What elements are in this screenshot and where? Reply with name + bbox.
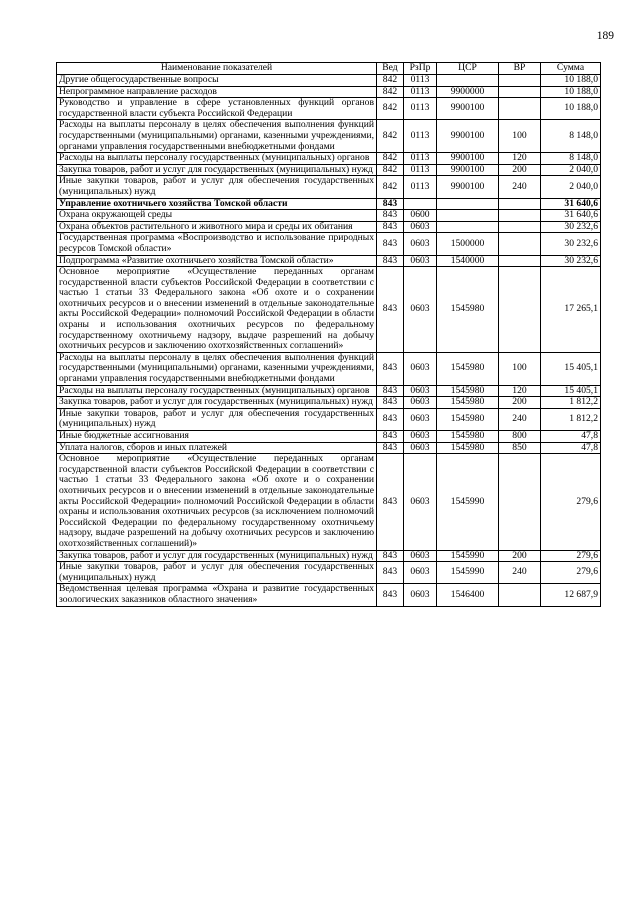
cell-sum: 1 812,2 [541,408,601,430]
cell-rzpr: 0603 [404,385,437,397]
cell-ved: 842 [377,86,404,98]
cell-ved: 843 [377,255,404,267]
cell-name: Основное мероприятие «Осуществление переданных органам государственной власти субъектов Российской Федерации в соответствии с частью 1 статьи 33 Федерального закона «Об охоте и о сохранении охотничьих ресурсов и о внесении изменений в отдельные законодательные акты Российской Федерации» полномочий Российской Федерации в области охраны и использования охотничьих ресурсов по федеральному государственному охотничьему надзору, выдаче разрешений на добычу охотничьих ресурсов и заключению охотхозяйственных соглашений» [57,267,377,353]
cell-rzpr: 0600 [404,210,437,222]
cell-sum: 15 405,1 [541,385,601,397]
budget-table [56,62,601,607]
table-row [57,442,601,454]
cell-csr [437,75,499,87]
cell-vr [499,86,541,98]
table-row [57,86,601,98]
header-vr: ВР [499,63,541,75]
cell-csr: 1545980 [437,385,499,397]
header-csr: ЦСР [437,63,499,75]
cell-ved: 843 [377,562,404,584]
cell-ved: 843 [377,397,404,409]
cell-sum: 10 188,0 [541,86,601,98]
table-row [57,408,601,430]
header-rzpr: РзПр [404,63,437,75]
table-row [57,153,601,165]
cell-vr: 100 [499,120,541,153]
cell-rzpr: 0603 [404,352,437,385]
cell-ved: 843 [377,408,404,430]
cell-rzpr: 0603 [404,233,437,255]
cell-ved: 842 [377,75,404,87]
cell-csr: 9900100 [437,164,499,176]
table-body [57,75,601,607]
cell-name: Расходы на выплаты персоналу в целях обеспечения выполнения функций государственными (муниципальными) органами, казенными учреждениями, органами управления государственными внебюджетными фондами [57,352,377,385]
cell-name: Иные закупки товаров, работ и услуг для обеспечения государственных (муниципальных) нужд [57,176,377,198]
cell-ved: 842 [377,98,404,120]
cell-ved: 843 [377,267,404,353]
table-row [57,267,601,353]
cell-name: Государственная программа «Воспроизводство и использование природных ресурсов Томской области» [57,233,377,255]
cell-rzpr: 0603 [404,255,437,267]
table-row [57,397,601,409]
cell-rzpr: 0603 [404,584,437,606]
cell-csr: 1500000 [437,233,499,255]
cell-rzpr: 0113 [404,120,437,153]
cell-name: Закупка товаров, работ и услуг для государственных (муниципальных) нужд [57,164,377,176]
cell-rzpr: 0113 [404,75,437,87]
table-row [57,75,601,87]
cell-rzpr: 0603 [404,550,437,562]
cell-rzpr: 0113 [404,98,437,120]
cell-csr: 9900100 [437,153,499,165]
cell-name: Расходы на выплаты персоналу государственных (муниципальных) органов [57,153,377,165]
cell-vr: 120 [499,153,541,165]
cell-vr: 100 [499,352,541,385]
cell-vr: 120 [499,385,541,397]
cell-sum: 17 265,1 [541,267,601,353]
table-row [57,176,601,198]
cell-csr: 1540000 [437,255,499,267]
page-number: 189 [596,30,614,42]
cell-vr [499,210,541,222]
cell-vr [499,98,541,120]
cell-ved: 842 [377,120,404,153]
cell-sum: 2 040,0 [541,176,601,198]
cell-rzpr: 0603 [404,267,437,353]
table-row [57,120,601,153]
cell-csr: 1545990 [437,550,499,562]
table-row [57,233,601,255]
cell-sum: 30 232,6 [541,255,601,267]
cell-sum: 12 687,9 [541,584,601,606]
cell-csr: 1546400 [437,584,499,606]
cell-rzpr: 0603 [404,442,437,454]
table-row [57,431,601,443]
table-row [57,164,601,176]
cell-csr: 9900100 [437,176,499,198]
cell-rzpr: 0113 [404,86,437,98]
cell-ved: 843 [377,210,404,222]
cell-csr: 1545980 [437,431,499,443]
cell-name: Другие общегосударственные вопросы [57,75,377,87]
cell-vr [499,255,541,267]
cell-vr [499,221,541,233]
cell-csr: 1545980 [437,267,499,353]
cell-vr [499,75,541,87]
cell-sum: 15 405,1 [541,352,601,385]
cell-vr [499,267,541,353]
cell-csr: 1545990 [437,562,499,584]
cell-ved: 843 [377,584,404,606]
cell-ved: 843 [377,454,404,550]
cell-ved: 842 [377,176,404,198]
cell-sum: 8 148,0 [541,120,601,153]
cell-vr [499,198,541,210]
cell-name: Иные бюджетные ассигнования [57,431,377,443]
cell-rzpr: 0603 [404,454,437,550]
cell-ved: 843 [377,233,404,255]
cell-vr: 240 [499,176,541,198]
cell-sum: 31 640,6 [541,210,601,222]
cell-sum: 10 188,0 [541,98,601,120]
table-row [57,454,601,550]
cell-name: Иные закупки товаров, работ и услуг для обеспечения государственных (муниципальных) нужд [57,562,377,584]
header-ved: Вед [377,63,404,75]
header-name: Наименование показателей [57,63,377,75]
cell-rzpr: 0113 [404,176,437,198]
cell-name: Расходы на выплаты персоналу в целях обеспечения выполнения функций государственными (муниципальными) органами, казенными учреждениями, органами управления государственными внебюджетными фондами [57,120,377,153]
table-header-row [57,63,601,75]
cell-csr [437,221,499,233]
cell-sum: 279,6 [541,562,601,584]
cell-rzpr: 0603 [404,562,437,584]
cell-csr: 9900000 [437,86,499,98]
cell-vr: 200 [499,164,541,176]
table-row [57,550,601,562]
cell-vr: 200 [499,550,541,562]
cell-vr: 240 [499,562,541,584]
table-row [57,98,601,120]
cell-sum: 31 640,6 [541,198,601,210]
cell-csr: 1545980 [437,442,499,454]
cell-name: Основное мероприятие «Осуществление переданных органам государственной власти субъектов Российской Федерации в соответствии с частью 1 статьи 33 Федерального закона «Об охоте и о сохранении охотничьих ресурсов и о внесении изменений в отдельные законодательные акты Российской Федерации» полномочий Российской Федерации в области охраны и использования охотничьих ресурсов (за исключением полномочий Российской Федерации по федеральному государственному охотничьему надзору, выдаче разрешений на добычу охотничьих ресурсов и заключению охотхозяйственных соглашений)» [57,454,377,550]
cell-rzpr: 0603 [404,397,437,409]
cell-vr [499,454,541,550]
cell-ved: 842 [377,153,404,165]
cell-ved: 843 [377,442,404,454]
table-row [57,584,601,606]
cell-sum: 30 232,6 [541,233,601,255]
table-row [57,221,601,233]
cell-sum: 30 232,6 [541,221,601,233]
cell-ved: 843 [377,198,404,210]
cell-name: Подпрограмма «Развитие охотничьего хозяйства Томской области» [57,255,377,267]
cell-name: Руководство и управление в сфере установленных функций органов государственной власти субъекта Российской Федерации [57,98,377,120]
cell-ved: 843 [377,431,404,443]
cell-name: Расходы на выплаты персоналу государственных (муниципальных) органов [57,385,377,397]
cell-sum: 279,6 [541,550,601,562]
cell-ved: 843 [377,550,404,562]
cell-ved: 843 [377,221,404,233]
table-row [57,352,601,385]
cell-csr: 1545980 [437,352,499,385]
cell-name: Управление охотничьего хозяйства Томской области [57,198,377,210]
cell-ved: 843 [377,352,404,385]
cell-rzpr: 0603 [404,221,437,233]
table-row [57,385,601,397]
cell-name: Иные закупки товаров, работ и услуг для обеспечения государственных (муниципальных) нужд [57,408,377,430]
cell-sum: 1 812,2 [541,397,601,409]
cell-name: Закупка товаров, работ и услуг для государственных (муниципальных) нужд [57,397,377,409]
cell-rzpr: 0113 [404,153,437,165]
cell-name: Ведомственная целевая программа «Охрана и развитие государственных зоологических заказников областного значения» [57,584,377,606]
cell-sum: 10 188,0 [541,75,601,87]
cell-name: Непрограммное направление расходов [57,86,377,98]
cell-csr: 9900100 [437,120,499,153]
cell-vr: 240 [499,408,541,430]
cell-ved: 842 [377,164,404,176]
cell-csr: 1545990 [437,454,499,550]
cell-sum: 47,8 [541,442,601,454]
cell-csr: 9900100 [437,98,499,120]
cell-csr [437,210,499,222]
cell-name: Охрана объектов растительного и животного мира и среды их обитания [57,221,377,233]
cell-sum: 47,8 [541,431,601,443]
cell-rzpr: 0113 [404,164,437,176]
cell-csr: 1545980 [437,397,499,409]
cell-vr [499,233,541,255]
cell-vr: 800 [499,431,541,443]
cell-vr [499,584,541,606]
cell-csr [437,198,499,210]
cell-sum: 2 040,0 [541,164,601,176]
cell-vr: 200 [499,397,541,409]
cell-csr: 1545980 [437,408,499,430]
cell-sum: 279,6 [541,454,601,550]
cell-rzpr: 0603 [404,431,437,443]
cell-rzpr [404,198,437,210]
table-row [57,562,601,584]
cell-vr: 850 [499,442,541,454]
cell-name: Охрана окружающей среды [57,210,377,222]
cell-name: Уплата налогов, сборов и иных платежей [57,442,377,454]
cell-rzpr: 0603 [404,408,437,430]
cell-ved: 843 [377,385,404,397]
cell-name: Закупка товаров, работ и услуг для государственных (муниципальных) нужд [57,550,377,562]
table-row [57,210,601,222]
cell-sum: 8 148,0 [541,153,601,165]
header-sum: Сумма [541,63,601,75]
table-row [57,255,601,267]
table-row [57,198,601,210]
